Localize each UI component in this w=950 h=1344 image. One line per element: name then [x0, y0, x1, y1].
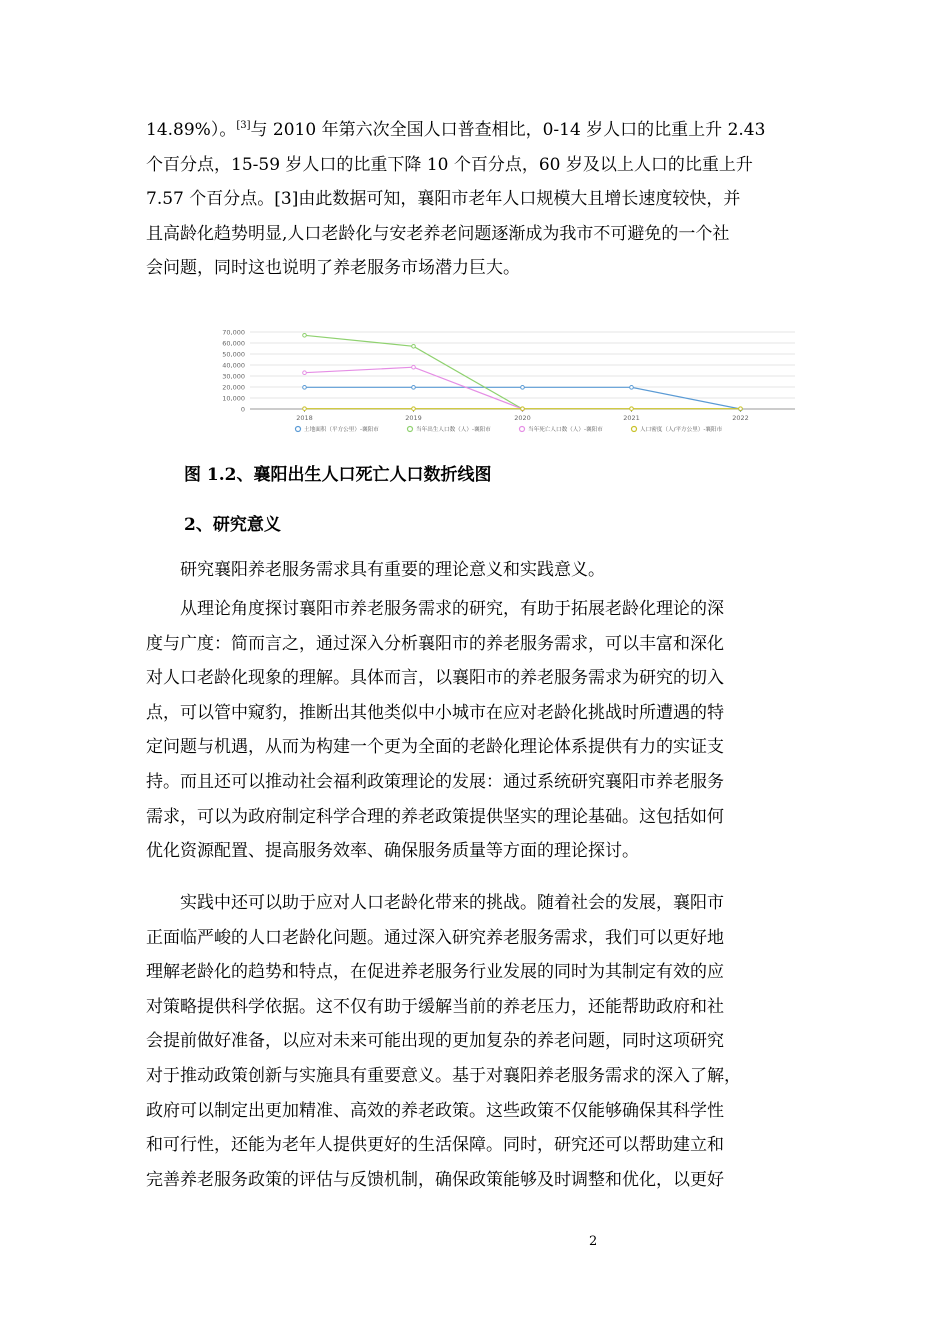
- x-tick-label: 2020: [514, 414, 531, 422]
- legend-marker: [520, 427, 525, 432]
- text-line: 正面临严峻的人口老龄化问题。通过深入研究养老服务需求，我们可以更好地: [146, 927, 724, 948]
- y-tick-label: 70,000: [222, 328, 245, 337]
- text-line: 个百分点，15-59 岁人口的比重下降 10 个百分点，60 岁及以上人口的比重上升: [146, 154, 753, 175]
- text-line: 会提前做好准备，以应对未来可能出现的更加复杂的养老问题，同时这项研究: [146, 1031, 724, 1052]
- data-point: [303, 407, 307, 411]
- data-point: [630, 407, 634, 411]
- text-line: 优化资源配置、提高服务效率、确保服务质量等方面的理论探讨。: [146, 841, 639, 862]
- section-heading: 2、研究意义: [184, 515, 281, 535]
- data-point: [412, 345, 416, 349]
- text-line: 度与广度：简而言之，通过深入分析襄阳市的养老服务需求，可以丰富和深化: [146, 633, 724, 654]
- text-line: 定问题与机遇，从而为构建一个更为全面的老龄化理论体系提供有力的实证支: [146, 737, 724, 758]
- figure-caption: 图 1.2、襄阳出生人口死亡人口数折线图: [184, 465, 492, 485]
- legend-marker: [632, 427, 637, 432]
- population-line-chart: [210, 322, 800, 442]
- y-tick-label: 60,000: [222, 339, 245, 348]
- data-point: [521, 386, 525, 390]
- text-line: 从理论角度探讨襄阳市养老服务需求的研究，有助于拓展老龄化理论的深: [146, 599, 724, 619]
- citation-superscript: [3]: [236, 120, 251, 131]
- y-tick-label: 40,000: [222, 361, 245, 370]
- legend-label: 当年死亡人口数（人）-襄阳市: [528, 427, 603, 433]
- text-line: 需求，可以为政府制定科学合理的养老政策提供坚实的理论基础。这包括如何: [146, 806, 724, 827]
- text-line: 对策略提供科学依据。这不仅有助于缓解当前的养老压力，还能帮助政府和社: [146, 996, 724, 1017]
- legend-label: 土地面积（平方公里）-襄阳市: [304, 427, 379, 433]
- text-line: 点，可以管中窥豹，推断出其他类似中小城市在应对老龄化挑战时所遭遇的特: [146, 702, 724, 723]
- text-line: 持。而且还可以推动社会福利政策理论的发展：通过系统研究襄阳市养老服务: [146, 771, 724, 792]
- text-line: 14.89%）。[3]与 2010 年第六次全国人口普查相比，0-14 岁人口的比重上升 2.43: [146, 120, 766, 140]
- data-point: [412, 365, 416, 369]
- text-line: 政府可以制定出更加精准、高效的养老政策。这些政策不仅能够确保其科学性: [146, 1100, 724, 1121]
- data-point: [739, 407, 743, 411]
- x-tick-label: 2022: [732, 414, 749, 422]
- text-line: 和可行性，还能为老年人提供更好的生活保障。同时，研究还可以帮助建立和: [146, 1135, 724, 1156]
- legend-label: 当年出生人口数（人）-襄阳市: [416, 427, 491, 433]
- legend-label: 人口密度（人/平方公里）-襄阳市: [640, 427, 723, 433]
- legend-marker: [296, 427, 301, 432]
- text-line: 研究襄阳养老服务需求具有重要的理论意义和实践意义。: [146, 560, 605, 580]
- data-point: [303, 386, 307, 390]
- text-line: 理解老龄化的趋势和特点，在促进养老服务行业发展的同时为其制定有效的应: [146, 962, 724, 983]
- x-tick-label: 2021: [623, 414, 640, 422]
- data-point: [521, 407, 525, 411]
- paragraph-significance: [146, 553, 810, 588]
- x-tick-label: 2018: [296, 414, 313, 422]
- page-number: 2: [589, 1234, 598, 1249]
- x-tick-label: 2019: [405, 414, 422, 422]
- y-tick-label: 50,000: [222, 350, 245, 359]
- paragraph-intro: [146, 113, 810, 286]
- text-line: 对人口老龄化现象的理解。具体而言，以襄阳市的养老服务需求为研究的切入: [146, 668, 724, 689]
- y-tick-label: 10,000: [222, 394, 245, 403]
- data-point: [303, 371, 307, 375]
- y-tick-label: 0: [240, 405, 245, 414]
- legend-marker: [408, 427, 413, 432]
- y-tick-label: 30,000: [222, 372, 245, 381]
- data-point: [303, 334, 307, 338]
- text-line: 完善养老服务政策的评估与反馈机制，确保政策能够及时调整和优化，以更好: [146, 1169, 724, 1190]
- data-point: [412, 407, 416, 411]
- data-point: [630, 386, 634, 390]
- text-line: 对于推动政策创新与实施具有重要意义。基于对襄阳养老服务需求的深入了解，: [146, 1065, 741, 1086]
- paragraph-practice: [146, 886, 810, 1197]
- data-point: [412, 386, 416, 390]
- text-line: 实践中还可以助于应对人口老龄化带来的挑战。随着社会的发展，襄阳市: [146, 893, 724, 913]
- text-line: 且高龄化趋势明显,人口老龄化与安老养老问题逐渐成为我市不可避免的一个社: [146, 223, 730, 244]
- paragraph-theory: [146, 592, 810, 869]
- text-line: 7.57 个百分点。[3]由此数据可知，襄阳市老年人口规模大且增长速度较快，并: [146, 189, 741, 210]
- text-line: 会问题，同时这也说明了养老服务市场潜力巨大。: [146, 258, 520, 279]
- y-tick-label: 20,000: [222, 383, 245, 392]
